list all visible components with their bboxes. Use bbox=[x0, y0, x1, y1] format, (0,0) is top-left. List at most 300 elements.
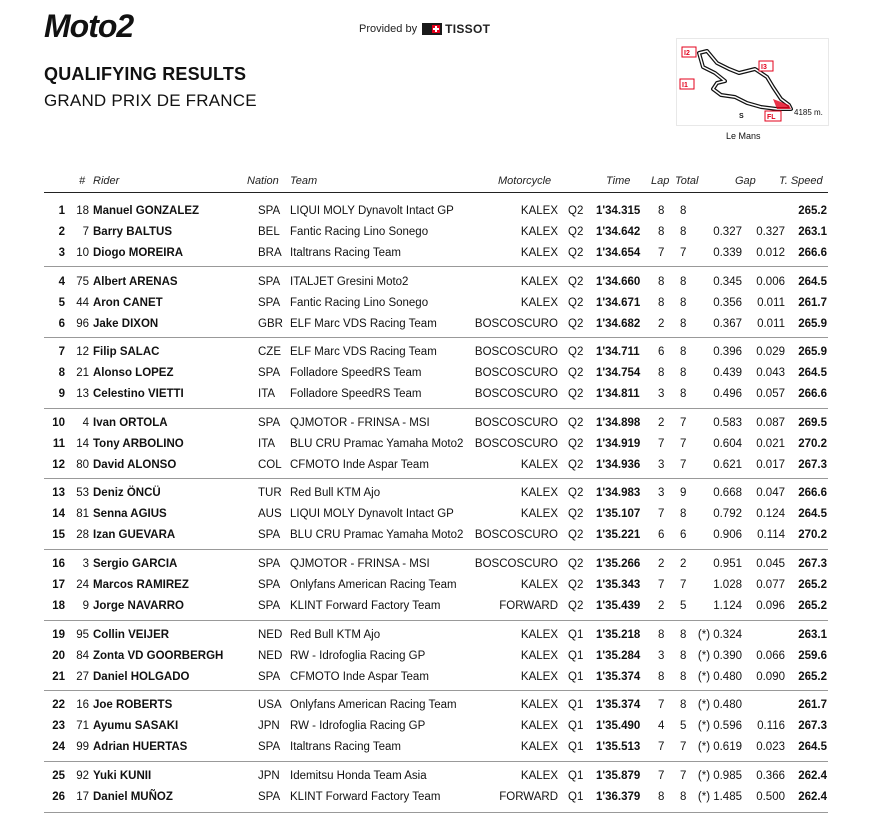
cell-lap: 7 bbox=[658, 770, 665, 782]
provided-by bbox=[359, 22, 490, 36]
col-header-lap: Lap bbox=[651, 175, 670, 187]
cell-speed: 264.5 bbox=[798, 741, 827, 753]
cell-tot: 7 bbox=[680, 741, 687, 753]
col-header-rider: Rider bbox=[93, 175, 120, 187]
cell-tot: 8 bbox=[680, 346, 687, 358]
cell-tot: 7 bbox=[680, 417, 687, 429]
table-bottom-divider bbox=[44, 812, 828, 813]
cell-num: 99 bbox=[76, 741, 89, 753]
cell-moto: KALEX bbox=[520, 671, 558, 683]
cell-prev: 0.116 bbox=[757, 720, 785, 732]
cell-rider: Diogo MOREIRA bbox=[93, 247, 184, 259]
cell-speed: 270.2 bbox=[798, 438, 827, 450]
svg-text:S: S bbox=[739, 113, 744, 120]
table-row bbox=[0, 720, 873, 738]
cell-nation: BEL bbox=[258, 226, 280, 238]
tissot-label: TISSOT bbox=[445, 22, 491, 36]
cell-gap: 0.621 bbox=[713, 459, 742, 471]
cell-time: 1'35.107 bbox=[596, 508, 641, 520]
cell-prev: 0.047 bbox=[756, 487, 785, 499]
cell-rider: Marcos RAMIREZ bbox=[93, 579, 189, 591]
table-row bbox=[0, 276, 873, 294]
cell-time: 1'35.266 bbox=[596, 558, 641, 570]
cell-speed: 265.2 bbox=[798, 579, 827, 591]
cell-rider: Izan GUEVARA bbox=[93, 529, 176, 541]
group-divider bbox=[44, 761, 828, 762]
cell-team: Red Bull KTM Ajo bbox=[290, 629, 381, 641]
cell-prev: 0.045 bbox=[756, 558, 785, 570]
cell-pos: 11 bbox=[52, 438, 65, 450]
cell-gap: 0.792 bbox=[713, 508, 742, 520]
cell-nation: ITA bbox=[258, 388, 276, 400]
table-row bbox=[0, 487, 873, 505]
cell-tot: 8 bbox=[680, 699, 687, 711]
cell-team: Fantic Racing Lino Sonego bbox=[290, 297, 429, 309]
cell-gap: 0.668 bbox=[713, 487, 742, 499]
cell-tot: 8 bbox=[680, 297, 687, 309]
cell-nation: SPA bbox=[258, 741, 281, 753]
svg-text:I3: I3 bbox=[761, 64, 767, 71]
cell-gap: 0.339 bbox=[713, 247, 742, 259]
cell-tot: 8 bbox=[680, 226, 687, 238]
cell-nation: NED bbox=[258, 650, 283, 662]
cell-lap: 7 bbox=[658, 247, 665, 259]
svg-text:FL: FL bbox=[767, 114, 776, 121]
table-row bbox=[0, 650, 873, 668]
cell-sess: Q2 bbox=[568, 417, 584, 429]
cell-rider: Senna AGIUS bbox=[93, 508, 167, 520]
cell-moto: BOSCOSCURO bbox=[474, 367, 558, 379]
cell-rider: David ALONSO bbox=[93, 459, 177, 471]
cell-pos: 15 bbox=[52, 529, 65, 541]
cell-nation: AUS bbox=[258, 508, 282, 520]
cell-gap: (*) 0.985 bbox=[697, 770, 742, 782]
cell-pos: 21 bbox=[52, 671, 65, 683]
cell-sess: Q2 bbox=[568, 205, 584, 217]
cell-moto: BOSCOSCURO bbox=[474, 318, 558, 330]
cell-rider: Ivan ORTOLA bbox=[93, 417, 168, 429]
cell-moto: BOSCOSCURO bbox=[474, 529, 558, 541]
cell-gap: (*) 1.485 bbox=[697, 791, 742, 803]
tissot-logo-icon bbox=[422, 23, 442, 35]
cell-sess: Q2 bbox=[568, 247, 584, 259]
circuit-length: 4185 m. bbox=[794, 108, 823, 117]
cell-team: ELF Marc VDS Racing Team bbox=[290, 346, 437, 358]
cell-moto: KALEX bbox=[520, 226, 558, 238]
cell-num: 12 bbox=[76, 346, 89, 358]
cell-speed: 263.1 bbox=[798, 629, 827, 641]
cell-pos: 10 bbox=[52, 417, 65, 429]
cell-tot: 8 bbox=[680, 791, 687, 803]
cell-sess: Q2 bbox=[568, 487, 584, 499]
cell-pos: 17 bbox=[52, 579, 65, 591]
cell-time: 1'35.374 bbox=[596, 699, 641, 711]
cell-gap: 0.439 bbox=[713, 367, 742, 379]
cell-rider: Aron CANET bbox=[93, 297, 163, 309]
cell-moto: KALEX bbox=[520, 720, 558, 732]
table-row bbox=[0, 741, 873, 759]
cell-gap: 0.496 bbox=[713, 388, 742, 400]
cell-team: Italtrans Racing Team bbox=[290, 741, 402, 753]
cell-lap: 3 bbox=[658, 487, 665, 499]
cell-num: 7 bbox=[82, 226, 89, 238]
cell-time: 1'34.654 bbox=[596, 247, 641, 259]
cell-num: 10 bbox=[76, 247, 89, 259]
cell-moto: KALEX bbox=[520, 650, 558, 662]
cell-lap: 4 bbox=[658, 720, 665, 732]
cell-sess: Q2 bbox=[568, 558, 584, 570]
cell-prev: 0.077 bbox=[756, 579, 785, 591]
cell-prev: 0.029 bbox=[756, 346, 785, 358]
cell-prev: 0.017 bbox=[756, 459, 785, 471]
cell-speed: 269.5 bbox=[798, 417, 827, 429]
cell-prev: 0.011 bbox=[757, 297, 785, 309]
cell-sess: Q1 bbox=[568, 629, 584, 641]
cell-lap: 3 bbox=[658, 459, 665, 471]
cell-lap: 8 bbox=[658, 297, 665, 309]
svg-text:Moto2: Moto2 bbox=[44, 8, 134, 42]
cell-gap: (*) 0.480 bbox=[697, 671, 742, 683]
cell-lap: 8 bbox=[658, 791, 665, 803]
table-row bbox=[0, 388, 873, 406]
group-divider bbox=[44, 266, 828, 267]
cell-rider: Albert ARENAS bbox=[93, 276, 178, 288]
cell-num: 84 bbox=[76, 650, 89, 662]
group-divider bbox=[44, 478, 828, 479]
cell-pos: 1 bbox=[58, 205, 65, 217]
cell-rider: Sergio GARCIA bbox=[93, 558, 178, 570]
cell-moto: KALEX bbox=[520, 276, 558, 288]
cell-sess: Q2 bbox=[568, 579, 584, 591]
table-row bbox=[0, 699, 873, 717]
cell-rider: Daniel HOLGADO bbox=[93, 671, 190, 683]
page-subtitle: GRAND PRIX DE FRANCE bbox=[44, 91, 257, 110]
cell-num: 16 bbox=[76, 699, 89, 711]
cell-time: 1'34.936 bbox=[596, 459, 641, 471]
cell-tot: 7 bbox=[680, 459, 687, 471]
cell-gap: 0.583 bbox=[713, 417, 742, 429]
cell-time: 1'34.660 bbox=[596, 276, 641, 288]
cell-sess: Q2 bbox=[568, 276, 584, 288]
cell-nation: SPA bbox=[258, 671, 281, 683]
cell-gap: 0.367 bbox=[713, 318, 742, 330]
cell-lap: 8 bbox=[658, 276, 665, 288]
cell-moto: BOSCOSCURO bbox=[474, 438, 558, 450]
cell-nation: SPA bbox=[258, 579, 281, 591]
cell-speed: 266.6 bbox=[798, 487, 827, 499]
cell-moto: BOSCOSCURO bbox=[474, 417, 558, 429]
cell-sess: Q2 bbox=[568, 388, 584, 400]
cell-team: CFMOTO Inde Aspar Team bbox=[290, 459, 429, 471]
cell-pos: 23 bbox=[52, 720, 65, 732]
cell-time: 1'34.898 bbox=[596, 417, 641, 429]
table-row bbox=[0, 629, 873, 647]
cell-moto: FORWARD bbox=[499, 600, 558, 612]
cell-team: Folladore SpeedRS Team bbox=[290, 388, 422, 400]
cell-lap: 7 bbox=[658, 699, 665, 711]
cell-nation: GBR bbox=[258, 318, 283, 330]
cell-lap: 2 bbox=[658, 318, 665, 330]
cell-pos: 3 bbox=[58, 247, 65, 259]
cell-nation: SPA bbox=[258, 529, 281, 541]
col-header-total: Total bbox=[675, 175, 699, 187]
cell-time: 1'35.218 bbox=[596, 629, 641, 641]
cell-team: Onlyfans American Racing Team bbox=[290, 699, 457, 711]
cell-pos: 9 bbox=[58, 388, 65, 400]
cell-lap: 2 bbox=[658, 558, 665, 570]
cell-lap: 6 bbox=[658, 529, 665, 541]
cell-team: KLINT Forward Factory Team bbox=[290, 600, 441, 612]
cell-team: Red Bull KTM Ajo bbox=[290, 487, 381, 499]
cell-lap: 8 bbox=[658, 226, 665, 238]
cell-num: 96 bbox=[76, 318, 89, 330]
cell-num: 28 bbox=[76, 529, 89, 541]
cell-speed: 266.6 bbox=[798, 388, 827, 400]
cell-num: 95 bbox=[76, 629, 89, 641]
cell-moto: KALEX bbox=[520, 770, 558, 782]
cell-gap: 0.327 bbox=[713, 226, 742, 238]
cell-gap: (*) 0.480 bbox=[697, 699, 742, 711]
table-row bbox=[0, 558, 873, 576]
cell-prev: 0.500 bbox=[756, 791, 785, 803]
cell-time: 1'35.374 bbox=[596, 671, 641, 683]
cell-time: 1'35.221 bbox=[596, 529, 641, 541]
cell-sess: Q2 bbox=[568, 226, 584, 238]
cell-tot: 8 bbox=[680, 388, 687, 400]
col-header-team: Team bbox=[290, 175, 318, 187]
cell-rider: Ayumu SASAKI bbox=[93, 720, 179, 732]
cell-prev: 0.066 bbox=[756, 650, 785, 662]
cell-num: 27 bbox=[76, 671, 89, 683]
cell-nation: SPA bbox=[258, 367, 281, 379]
cell-num: 80 bbox=[76, 459, 89, 471]
cell-rider: Barry BALTUS bbox=[93, 226, 173, 238]
cell-sess: Q2 bbox=[568, 438, 584, 450]
cell-gap: 0.345 bbox=[713, 276, 742, 288]
cell-moto: KALEX bbox=[520, 741, 558, 753]
cell-pos: 12 bbox=[52, 459, 65, 471]
cell-speed: 259.6 bbox=[798, 650, 827, 662]
cell-gap: (*) 0.324 bbox=[697, 629, 742, 641]
cell-nation: JPN bbox=[258, 770, 280, 782]
cell-nation: ITA bbox=[258, 438, 276, 450]
table-row bbox=[0, 579, 873, 597]
cell-speed: 270.2 bbox=[798, 529, 827, 541]
cell-speed: 265.9 bbox=[798, 318, 827, 330]
header-divider bbox=[44, 192, 828, 193]
cell-moto: BOSCOSCURO bbox=[474, 388, 558, 400]
cell-num: 3 bbox=[82, 558, 89, 570]
table-row bbox=[0, 529, 873, 547]
cell-tot: 8 bbox=[680, 508, 687, 520]
cell-nation: SPA bbox=[258, 791, 281, 803]
table-row bbox=[0, 297, 873, 315]
tissot-brand bbox=[422, 22, 490, 36]
provided-by-label: Provided by bbox=[359, 23, 418, 35]
cell-moto: KALEX bbox=[520, 629, 558, 641]
cell-prev: 0.124 bbox=[756, 508, 785, 520]
cell-lap: 2 bbox=[658, 417, 665, 429]
table-row bbox=[0, 770, 873, 788]
cell-tot: 8 bbox=[680, 318, 687, 330]
cell-tot: 5 bbox=[680, 600, 687, 612]
group-divider bbox=[44, 549, 828, 550]
cell-rider: Collin VEIJER bbox=[93, 629, 170, 641]
cell-num: 21 bbox=[76, 367, 89, 379]
cell-sess: Q1 bbox=[568, 791, 584, 803]
table-row bbox=[0, 508, 873, 526]
cell-time: 1'34.919 bbox=[596, 438, 641, 450]
cell-tot: 7 bbox=[680, 770, 687, 782]
cell-speed: 264.5 bbox=[798, 508, 827, 520]
cell-gap: 0.356 bbox=[713, 297, 742, 309]
table-row bbox=[0, 367, 873, 385]
cell-num: 53 bbox=[76, 487, 89, 499]
cell-team: BLU CRU Pramac Yamaha Moto2 bbox=[290, 438, 464, 450]
table-row bbox=[0, 205, 873, 223]
cell-moto: KALEX bbox=[520, 699, 558, 711]
cell-sess: Q2 bbox=[568, 529, 584, 541]
cell-sess: Q2 bbox=[568, 297, 584, 309]
cell-rider: Manuel GONZALEZ bbox=[93, 205, 200, 217]
cell-num: 13 bbox=[76, 388, 89, 400]
cell-team: Idemitsu Honda Team Asia bbox=[290, 770, 427, 782]
table-row bbox=[0, 671, 873, 689]
cell-sess: Q2 bbox=[568, 318, 584, 330]
cell-pos: 25 bbox=[52, 770, 65, 782]
cell-pos: 20 bbox=[52, 650, 65, 662]
cell-prev: 0.011 bbox=[757, 318, 785, 330]
cell-moto: FORWARD bbox=[499, 791, 558, 803]
group-divider bbox=[44, 620, 828, 621]
cell-rider: Alonso LOPEZ bbox=[93, 367, 174, 379]
cell-num: 92 bbox=[76, 770, 89, 782]
table-row bbox=[0, 438, 873, 456]
cell-tot: 6 bbox=[680, 529, 687, 541]
cell-pos: 7 bbox=[58, 346, 65, 358]
col-header-time: Time bbox=[606, 175, 631, 187]
cell-team: RW - Idrofoglia Racing GP bbox=[290, 720, 426, 732]
cell-speed: 267.3 bbox=[798, 558, 827, 570]
cell-tot: 8 bbox=[680, 367, 687, 379]
cell-rider: Adrian HUERTAS bbox=[93, 741, 188, 753]
cell-time: 1'34.711 bbox=[596, 346, 640, 358]
col-header-pos: # bbox=[79, 175, 86, 187]
cell-tot: 7 bbox=[680, 579, 687, 591]
cell-sess: Q1 bbox=[568, 671, 584, 683]
circuit-name: Le Mans bbox=[726, 131, 761, 141]
cell-prev: 0.114 bbox=[757, 529, 785, 541]
cell-time: 1'35.439 bbox=[596, 600, 641, 612]
cell-sess: Q2 bbox=[568, 459, 584, 471]
cell-team: BLU CRU Pramac Yamaha Moto2 bbox=[290, 529, 464, 541]
cell-rider: Daniel MUÑOZ bbox=[93, 791, 173, 803]
cell-time: 1'34.682 bbox=[596, 318, 641, 330]
group-divider bbox=[44, 408, 828, 409]
cell-nation: COL bbox=[258, 459, 282, 471]
cell-nation: CZE bbox=[258, 346, 281, 358]
table-row bbox=[0, 318, 873, 336]
cell-lap: 8 bbox=[658, 205, 665, 217]
cell-lap: 8 bbox=[658, 367, 665, 379]
cell-sess: Q2 bbox=[568, 367, 584, 379]
cell-sess: Q1 bbox=[568, 699, 584, 711]
cell-prev: 0.087 bbox=[756, 417, 785, 429]
cell-prev: 0.023 bbox=[756, 741, 785, 753]
cell-pos: 24 bbox=[52, 741, 65, 753]
cell-pos: 13 bbox=[52, 487, 65, 499]
cell-gap: 0.396 bbox=[713, 346, 742, 358]
cell-team: CFMOTO Inde Aspar Team bbox=[290, 671, 429, 683]
cell-pos: 8 bbox=[58, 367, 65, 379]
cell-nation: TUR bbox=[258, 487, 282, 499]
cell-moto: BOSCOSCURO bbox=[474, 558, 558, 570]
table-row bbox=[0, 459, 873, 477]
cell-moto: KALEX bbox=[520, 297, 558, 309]
cell-pos: 6 bbox=[58, 318, 65, 330]
cell-lap: 8 bbox=[658, 671, 665, 683]
cell-lap: 2 bbox=[658, 600, 665, 612]
cell-gap: 1.028 bbox=[713, 579, 742, 591]
cell-team: Onlyfans American Racing Team bbox=[290, 579, 457, 591]
cell-speed: 267.3 bbox=[798, 720, 827, 732]
table-row bbox=[0, 346, 873, 364]
cell-tot: 9 bbox=[680, 487, 687, 499]
cell-tot: 2 bbox=[680, 558, 687, 570]
table-row bbox=[0, 791, 873, 809]
cell-speed: 265.9 bbox=[798, 346, 827, 358]
cell-team: ITALJET Gresini Moto2 bbox=[290, 276, 409, 288]
cell-prev: 0.043 bbox=[756, 367, 785, 379]
cell-prev: 0.006 bbox=[756, 276, 785, 288]
cell-team: KLINT Forward Factory Team bbox=[290, 791, 441, 803]
cell-team: LIQUI MOLY Dynavolt Intact GP bbox=[290, 205, 454, 217]
cell-gap: (*) 0.619 bbox=[697, 741, 742, 753]
cell-tot: 7 bbox=[680, 438, 687, 450]
table-row bbox=[0, 226, 873, 244]
group-divider bbox=[44, 690, 828, 691]
cell-sess: Q2 bbox=[568, 508, 584, 520]
col-header-nation: Nation bbox=[247, 175, 279, 187]
cell-tot: 8 bbox=[680, 629, 687, 641]
cell-time: 1'36.379 bbox=[596, 791, 641, 803]
cell-lap: 3 bbox=[658, 650, 665, 662]
cell-time: 1'35.513 bbox=[596, 741, 641, 753]
cell-num: 71 bbox=[76, 720, 89, 732]
cell-tot: 8 bbox=[680, 671, 687, 683]
cell-rider: Yuki KUNII bbox=[93, 770, 152, 782]
cell-team: Folladore SpeedRS Team bbox=[290, 367, 422, 379]
moto2-logo bbox=[44, 8, 204, 42]
cell-lap: 6 bbox=[658, 346, 665, 358]
cell-tot: 8 bbox=[680, 205, 687, 217]
cell-team: RW - Idrofoglia Racing GP bbox=[290, 650, 426, 662]
cell-rider: Deniz ÖNCÜ bbox=[93, 487, 161, 499]
cell-team: QJMOTOR - FRINSA - MSI bbox=[290, 417, 430, 429]
cell-gap: (*) 0.596 bbox=[697, 720, 742, 732]
cell-time: 1'34.671 bbox=[596, 297, 641, 309]
cell-lap: 8 bbox=[658, 629, 665, 641]
cell-pos: 18 bbox=[52, 600, 65, 612]
cell-sess: Q2 bbox=[568, 346, 584, 358]
cell-gap: 1.124 bbox=[713, 600, 742, 612]
cell-time: 1'34.642 bbox=[596, 226, 641, 238]
cell-nation: USA bbox=[258, 699, 282, 711]
cell-prev: 0.327 bbox=[756, 226, 785, 238]
cell-nation: SPA bbox=[258, 297, 281, 309]
cell-moto: KALEX bbox=[520, 247, 558, 259]
cell-gap: 0.951 bbox=[713, 558, 742, 570]
